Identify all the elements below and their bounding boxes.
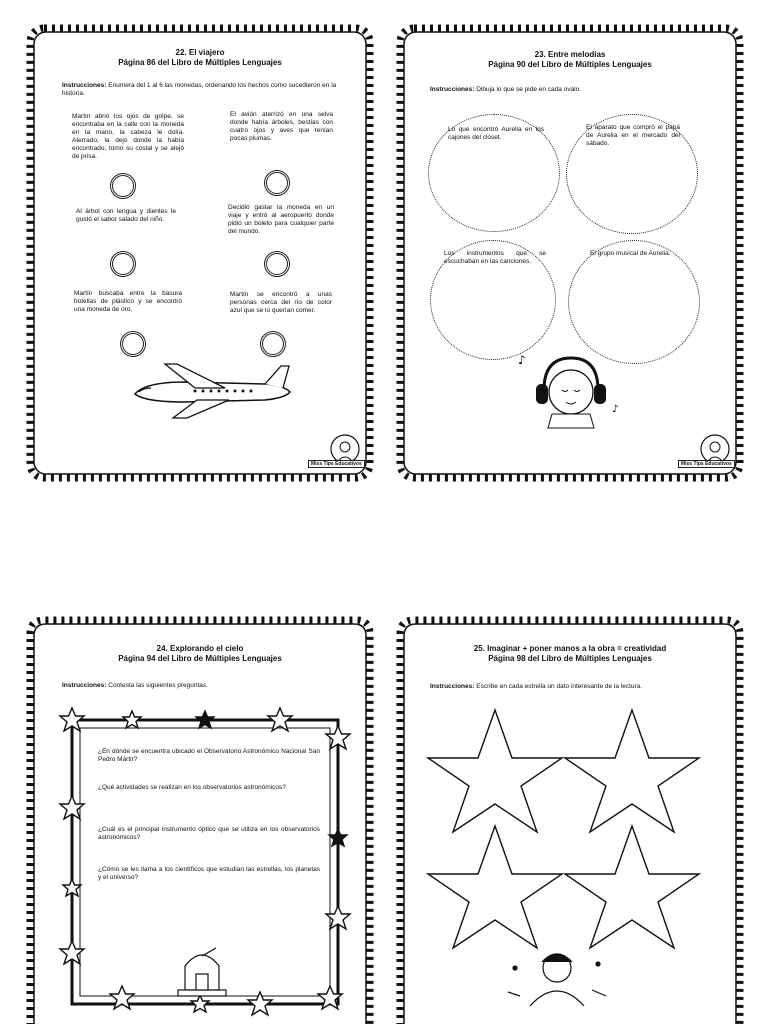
instructions-label: Instrucciones:	[62, 682, 107, 689]
oval-prompt: Los instrumentos que se escuchaban en las canciones.	[444, 250, 546, 265]
writing-star	[565, 710, 699, 832]
logo	[311, 433, 370, 473]
instructions-text: Dibuja lo que se pide en cada ovalo.	[476, 86, 582, 93]
event-text: Martín abrió los ojos de golpe, se encontraba en la calle con la moneda en la mano, la cabeza le dolía. Aterrado, la dejó donde la había encontrado, tomó su costal y se alejó de prisa.	[72, 113, 184, 160]
number-circle[interactable]	[260, 331, 286, 357]
worksheet-page-ref: Página 86 del Libro de Múltiples Lenguajes	[118, 58, 282, 67]
question-text: ¿En dónde se encuentra ubicado el Observatorio Astronómico Nacional San Pedro Mártir?	[98, 748, 320, 763]
worksheet-page-ref: Página 98 del Libro de Múltiples Lenguajes	[488, 654, 652, 663]
instructions-text: Contesta las siguientes preguntas.	[108, 682, 208, 689]
worksheet-page-ref: Página 94 del Libro de Múltiples Lenguajes	[118, 654, 282, 663]
child-drawing-icon	[508, 954, 606, 1006]
instructions-label: Instrucciones:	[430, 683, 475, 690]
oval-prompt: El grupo musical de Aurelia.	[590, 250, 671, 257]
worksheet-number-title: 25. Imaginar + poner manos a la obra = creatividad	[473, 644, 667, 653]
question-text: ¿Cómo se les llama a los científicos que estudian las estrellas, los planetas y el universo?	[98, 866, 320, 881]
logo	[681, 433, 740, 473]
worksheet-number-title: 23. Entre melodías	[534, 50, 606, 59]
airplane-icon	[125, 358, 295, 420]
number-circle[interactable]	[264, 251, 290, 277]
worksheet-number-title: 22. El viajero	[175, 48, 225, 57]
event-text: Decidió gastar la moneda en un viaje y entró al aeropuerto donde pidió un boleto para cualquier parte del mundo.	[228, 204, 334, 235]
question-text: ¿Cuál es el principal instrumento óptico que se utiliza en los observatorios astronómicos?	[98, 826, 320, 841]
number-circle[interactable]	[120, 331, 146, 357]
observatory-icon	[178, 948, 226, 996]
writing-star	[428, 710, 562, 832]
writing-star	[565, 826, 699, 948]
worksheet-22	[20, 18, 380, 488]
logo-text: Miss Tips Educativos	[678, 460, 735, 468]
event-text: Al árbol con lengua y dientes le gustó el sabor salado del niño.	[76, 208, 176, 223]
instructions-label: Instrucciones:	[62, 82, 107, 89]
writing-star	[428, 826, 562, 948]
worksheet-24	[20, 610, 380, 1024]
worksheet-25	[390, 610, 750, 1024]
writing-stars	[420, 706, 720, 1006]
oval-prompt: El aparato que compró el papá de Aurelia en el mercado del sábado.	[586, 124, 680, 147]
number-circle[interactable]	[264, 170, 290, 196]
oval-prompt: Lo que encontró Aurelia en los cajones del clóset.	[448, 126, 544, 141]
question-text: ¿Qué actividades se realizan en los observatorios astronómicos?	[98, 784, 286, 791]
worksheet-23	[390, 18, 750, 488]
event-text: El avión aterrizó en una selva donde había árboles, bestias con cuatro ojos y aves que tenían pocas plumas.	[230, 111, 333, 142]
number-circle[interactable]	[110, 173, 136, 199]
svg-text:♪: ♪	[518, 353, 526, 367]
instructions-text: Enumera del 1 al 6 las monedas, ordenando los hechos como sucedieron en la historia.	[62, 82, 337, 97]
instructions-label: Instrucciones:	[430, 86, 475, 93]
girl-headphones-icon	[516, 350, 626, 430]
svg-text:♪: ♪	[612, 404, 619, 415]
worksheet-number-title: 24. Explorando el cielo	[156, 644, 244, 653]
number-circle[interactable]	[110, 251, 136, 277]
drawing-oval[interactable]	[568, 240, 700, 364]
instructions-text: Escribe en cada estrella un dato interesante de la lectura.	[476, 683, 643, 690]
event-text: Martín se encontró a unas personas cerca del río de color azul que se lo querían comer.	[230, 291, 332, 314]
logo-text: Miss Tips Educativos	[308, 460, 365, 468]
event-text: Martín buscaba entre la basura botellas de plástico y se encontró una moneda de oro.	[74, 290, 182, 313]
star-frame	[50, 698, 360, 1024]
worksheet-page-ref: Página 90 del Libro de Múltiples Lenguajes	[488, 60, 652, 69]
